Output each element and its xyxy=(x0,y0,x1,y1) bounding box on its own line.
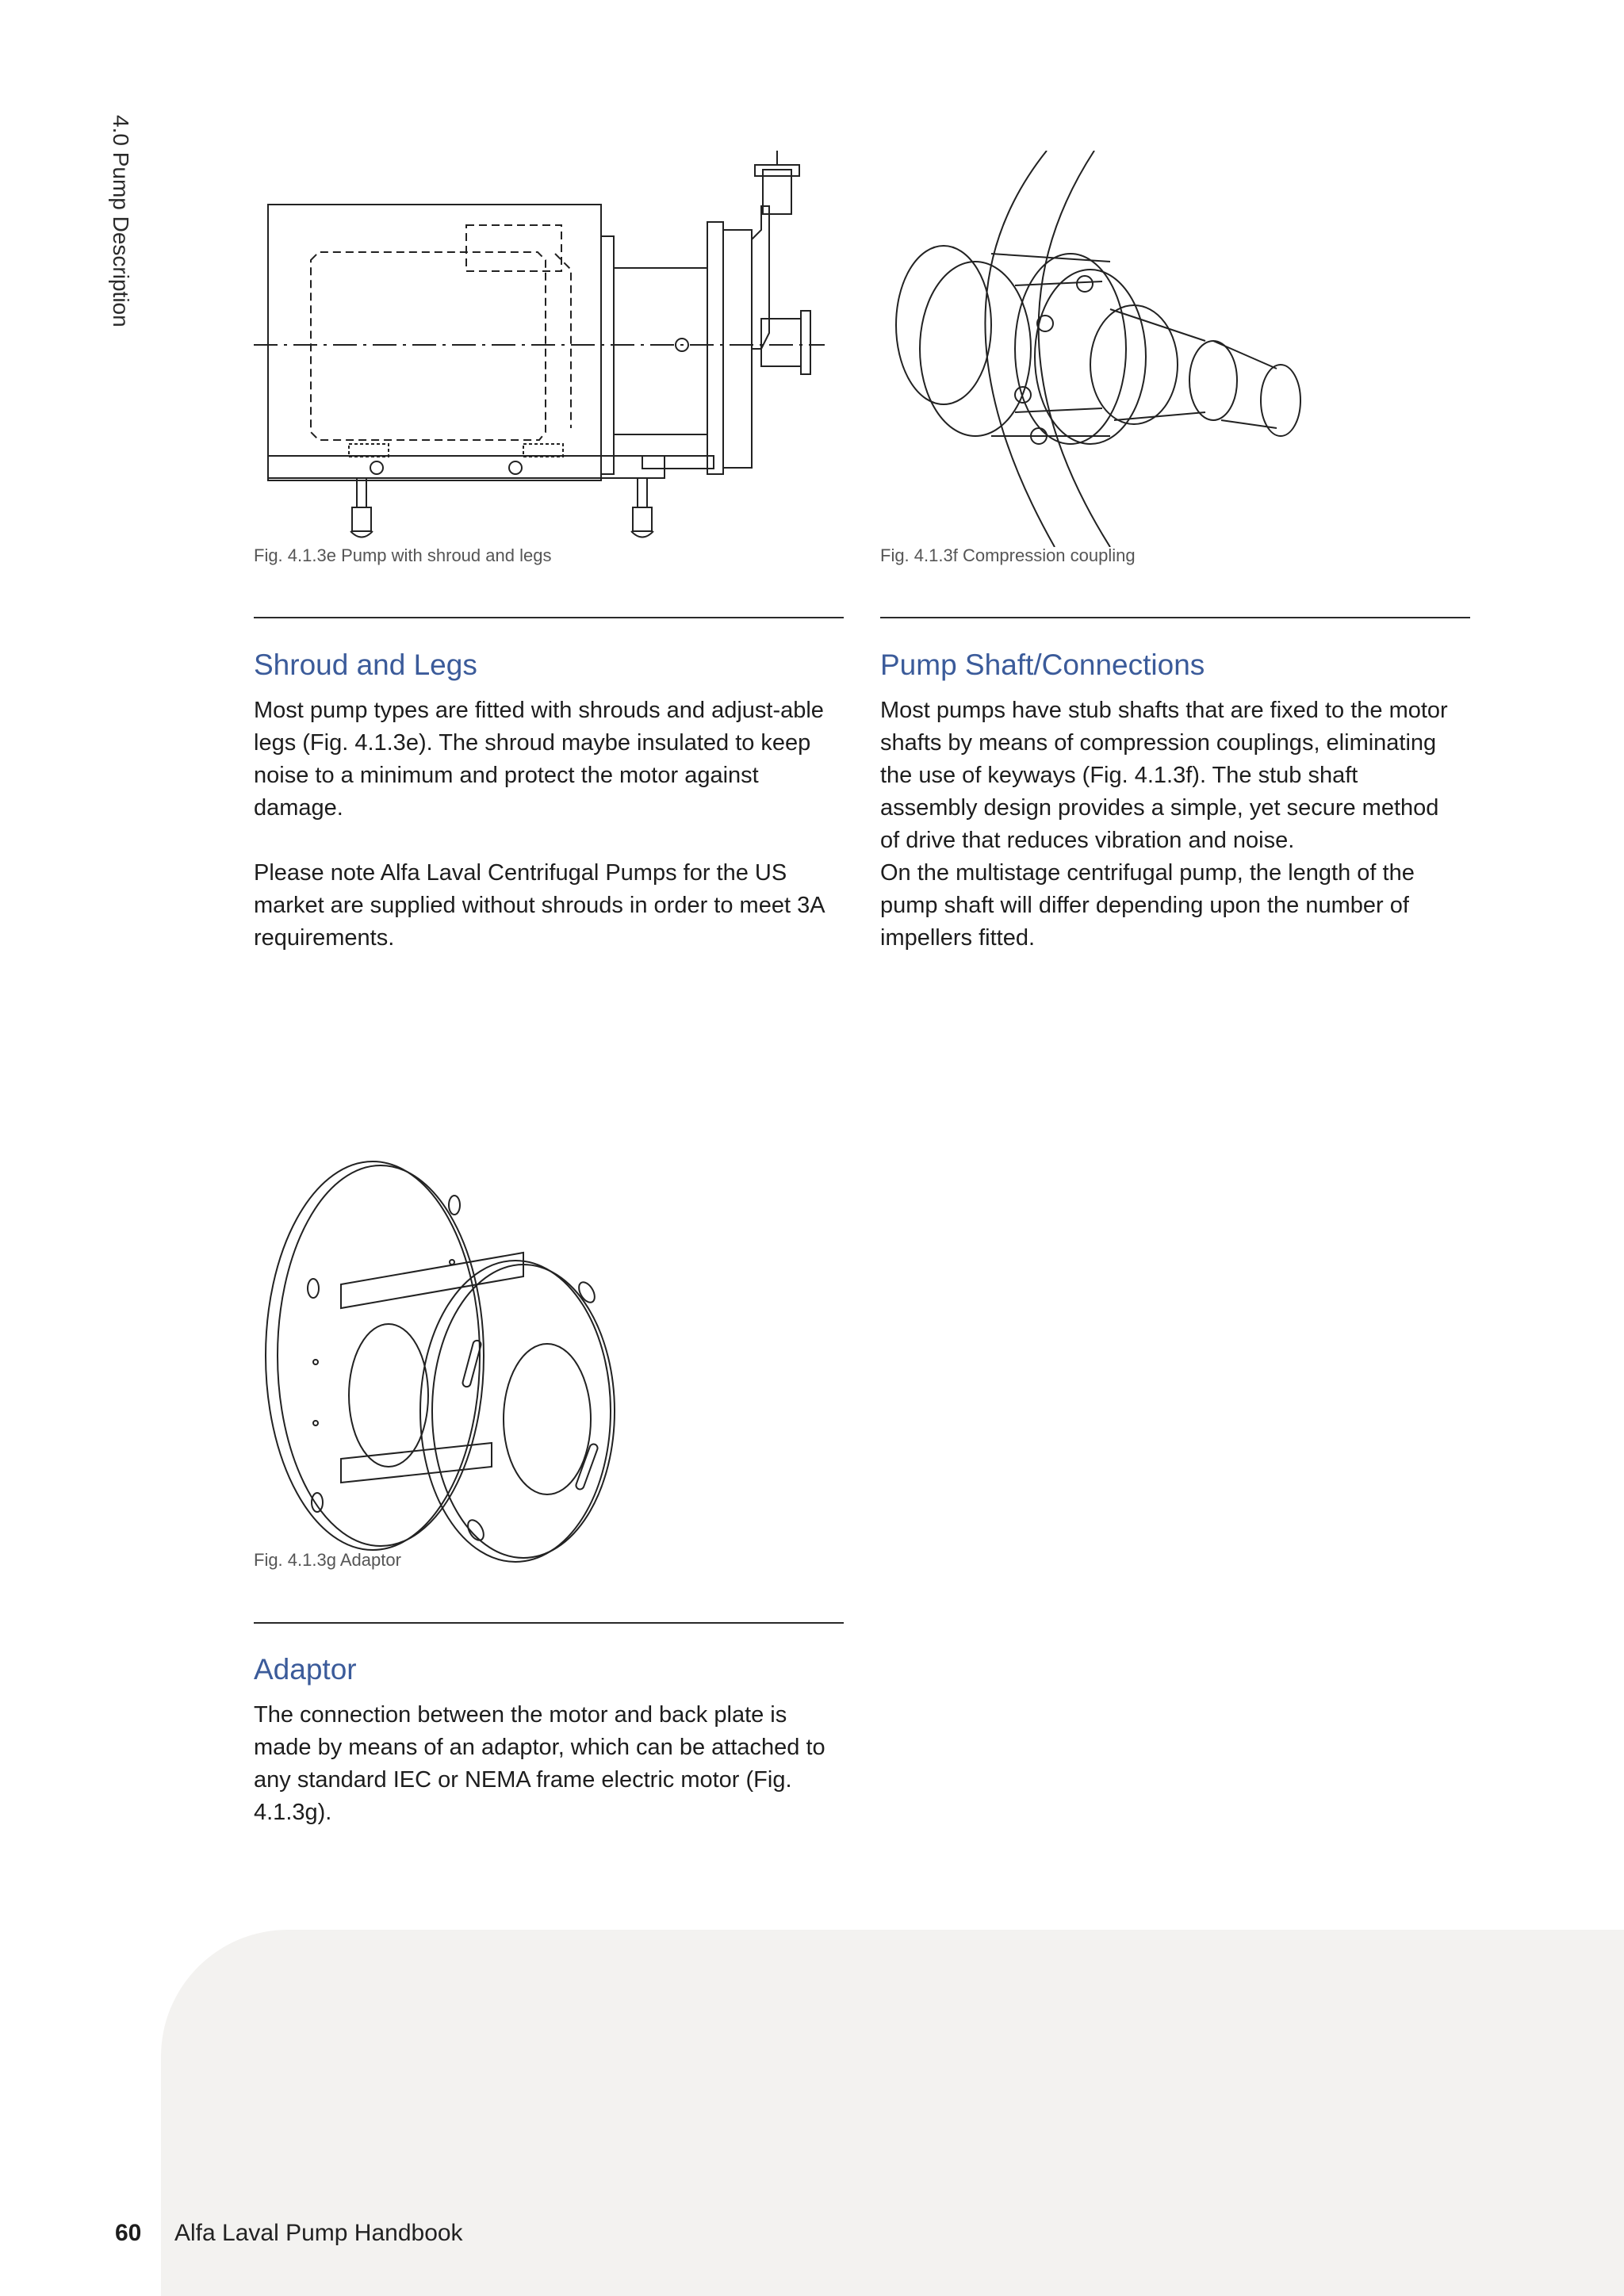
adaptor-body xyxy=(254,1699,845,1829)
section-rule-right xyxy=(880,617,1470,618)
section-rule-left xyxy=(254,617,844,618)
page-number: 60 xyxy=(115,2220,142,2246)
shroud-body xyxy=(254,695,833,955)
adaptor-heading: Adaptor xyxy=(254,1653,357,1686)
book-title: Alfa Laval Pump Handbook xyxy=(174,2220,463,2246)
shroud-paragraph-1: Most pump types are fitted with shrouds and adjust-able legs (Fig. 4.1.3e). The shroud maybe insulated to keep noise to a minimum and protect the motor against damage. xyxy=(254,698,824,821)
pump-figure xyxy=(254,151,825,547)
shaft-paragraph-2: On the multistage centrifugal pump, the length of the pump shaft will differ depending upon the number of impellers fitted. xyxy=(880,860,1415,951)
shroud-heading: Shroud and Legs xyxy=(254,649,477,681)
pump-figure-caption: Fig. 4.1.3e Pump with shroud and legs xyxy=(254,545,552,565)
shroud-paragraph-2: Please note Alfa Laval Centrifugal Pumps for the US market are supplied without shrouds in order to meet 3A requirements. xyxy=(254,860,824,951)
shaft-heading: Pump Shaft/Connections xyxy=(880,649,1205,681)
adaptor-figure-caption: Fig. 4.1.3g Adaptor xyxy=(254,1550,401,1570)
shaft-paragraph-1: Most pumps have stub shafts that are fixed to the motor shafts by means of compression couplings, eliminating the use of keyways (Fig. 4.1.3f). The stub shaft assembly design provides a simple, yet secure method of drive that reduces vibration and noise. xyxy=(880,698,1448,853)
adaptor-paragraph-1: The connection between the motor and back plate is made by means of an adaptor, which can be attached to any standard IEC or NEMA frame electric motor (Fig. 4.1.3g). xyxy=(254,1702,825,1825)
coupling-figure-caption: Fig. 4.1.3f Compression coupling xyxy=(880,545,1136,565)
shaft-body xyxy=(880,695,1459,955)
section-label: 4.0 Pump Description xyxy=(109,115,133,327)
coupling-figure xyxy=(872,151,1316,547)
adaptor-figure xyxy=(254,1158,634,1570)
section-rule-adaptor xyxy=(254,1622,844,1624)
